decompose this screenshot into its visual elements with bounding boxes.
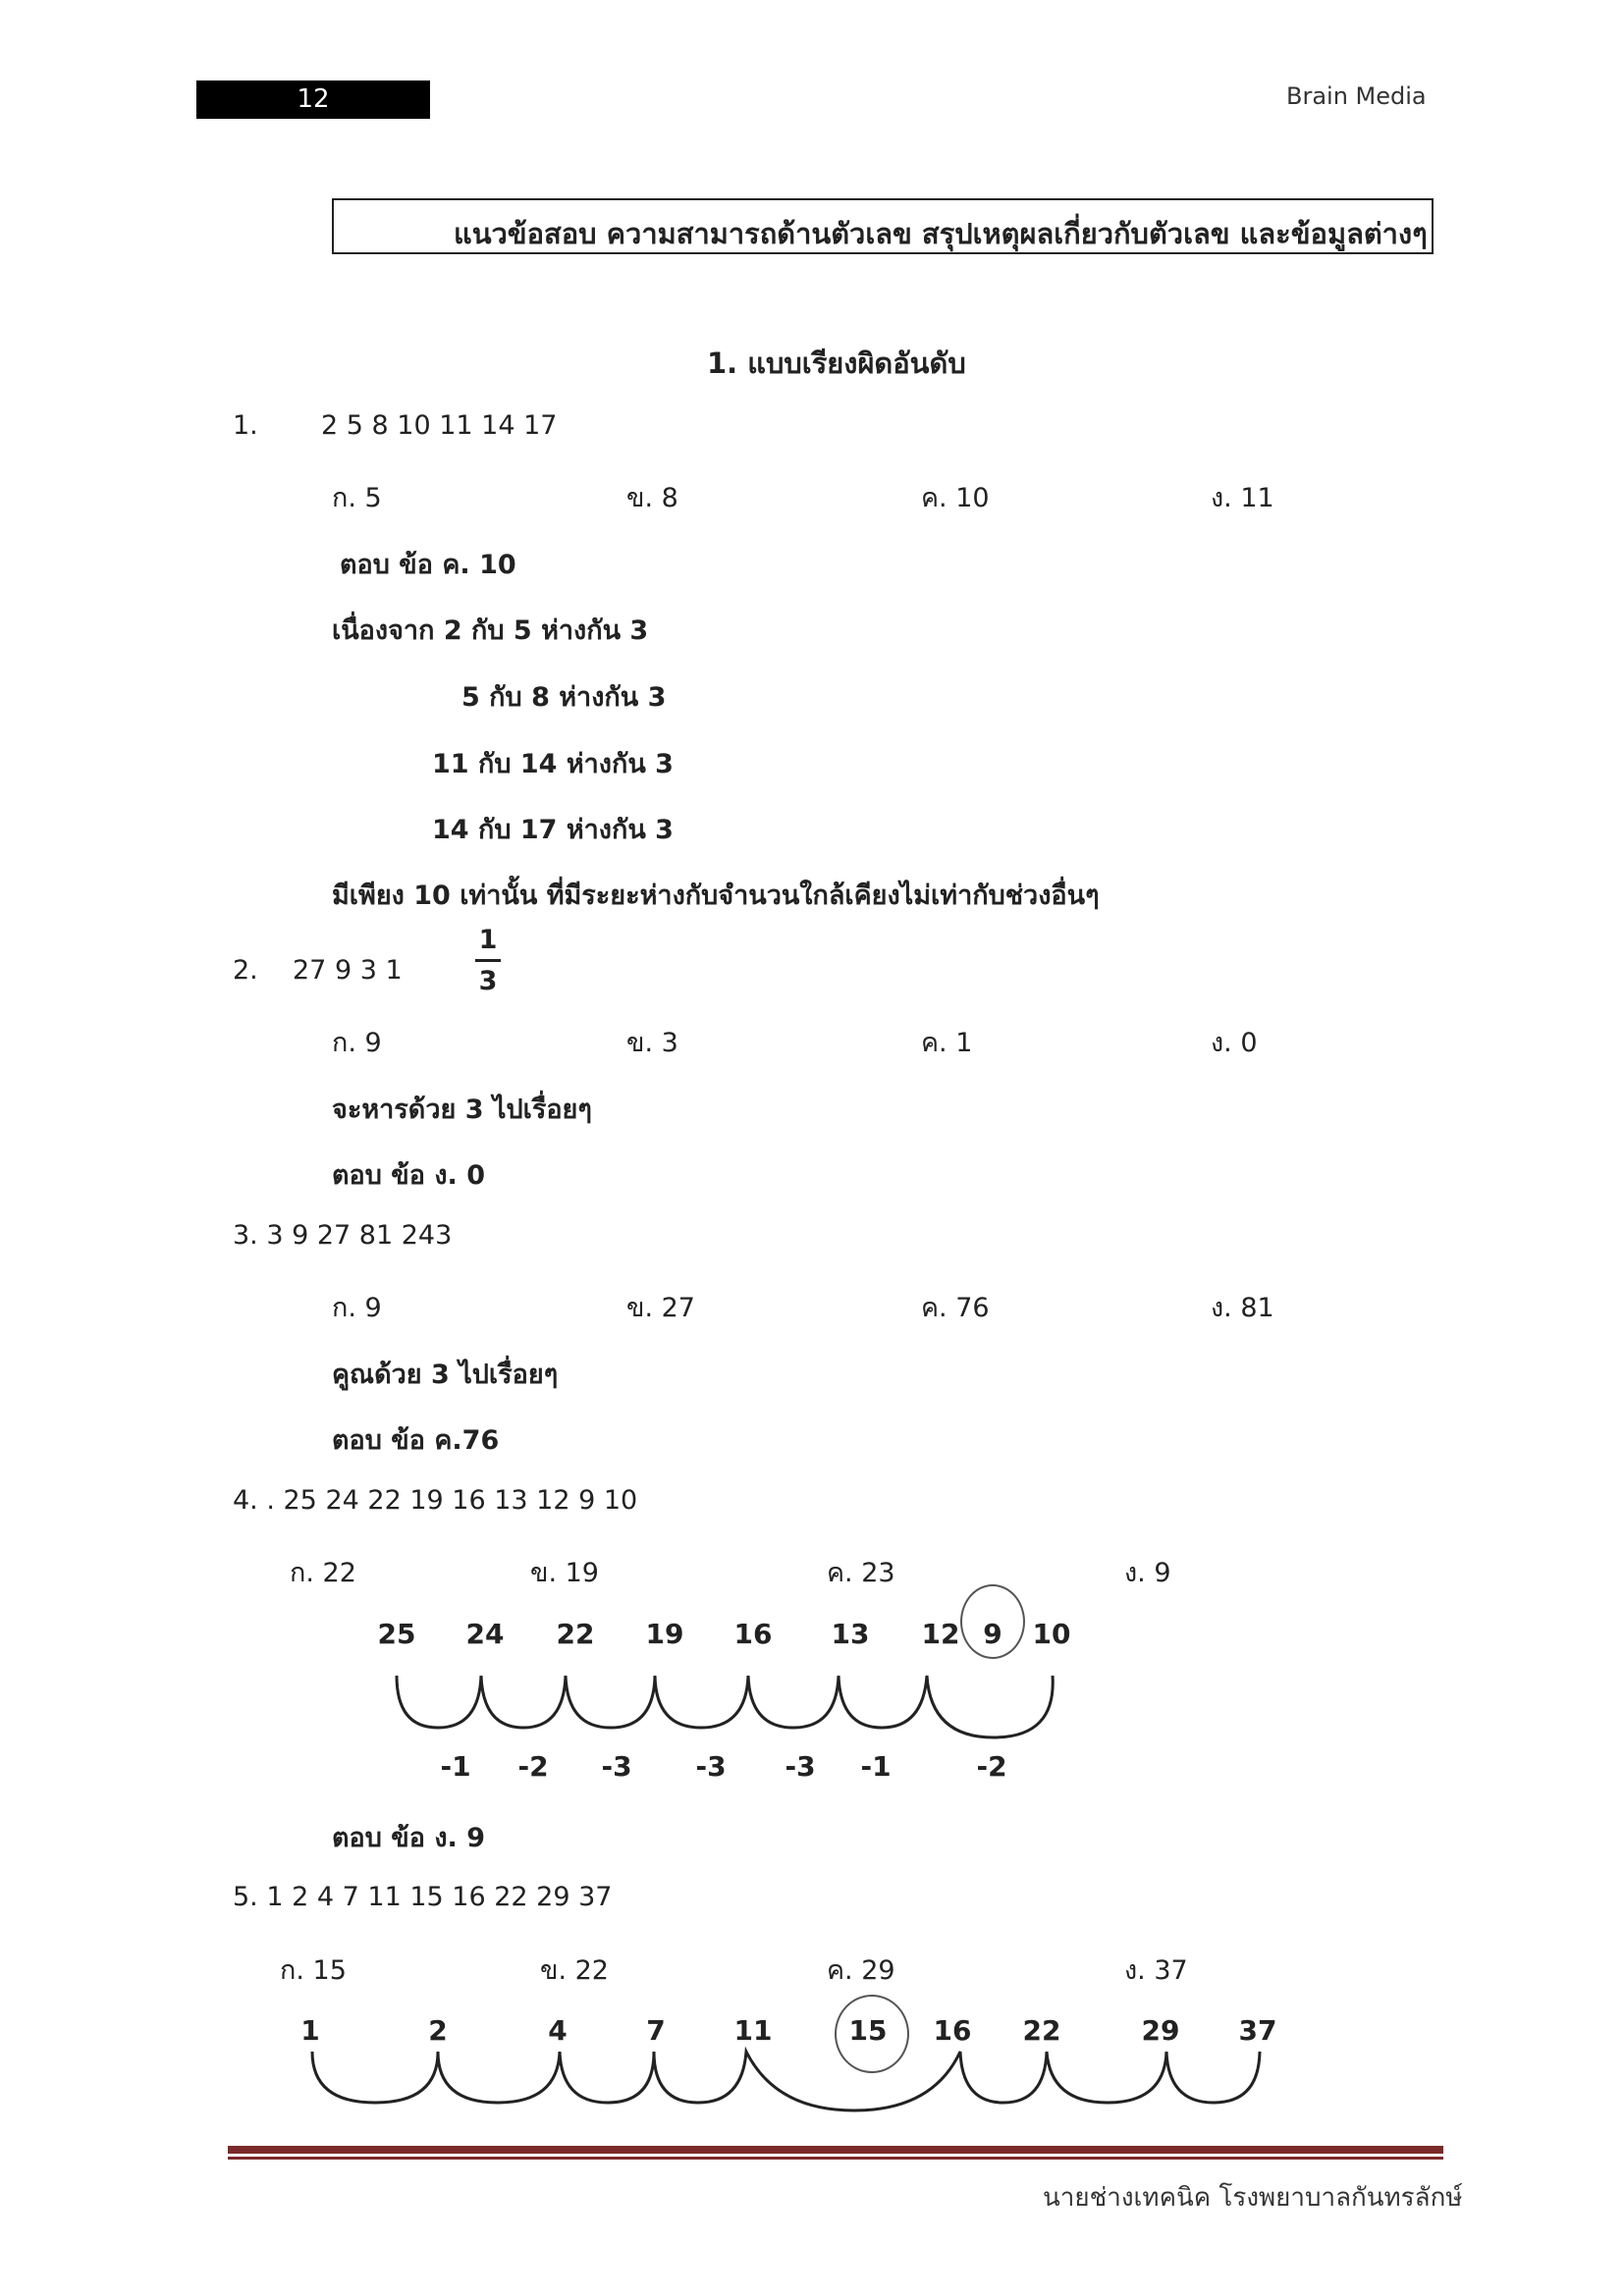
q2-choice-d: ง. 0 [1211, 1028, 1258, 1058]
q2-sequence: 27 9 3 1 [293, 955, 403, 986]
q1-answer: ตอบ ข้อ ค. 10 [340, 550, 516, 580]
q1-explanation-4: 14 กับ 17 ห่างกัน 3 [432, 815, 674, 845]
q5-diagram-number: 7 [646, 2014, 666, 2047]
q4-diagram-difference: -2 [517, 1750, 549, 1783]
fraction-numerator: 1 [478, 925, 498, 955]
q3-answer: ตอบ ข้อ ค.76 [332, 1425, 500, 1456]
q1-explanation-2: 5 กับ 8 ห่างกัน 3 [461, 682, 667, 713]
q5-diagram-number: 37 [1238, 2014, 1277, 2047]
q5-diagram-number: 16 [933, 2014, 972, 2047]
q1-number: 1. [233, 410, 258, 441]
q4-diagram-difference: -2 [976, 1750, 1007, 1783]
q3-line: 3. 3 9 27 81 243 [233, 1220, 453, 1251]
q4-diagram-number: 22 [556, 1618, 595, 1650]
q5-line: 5. 1 2 4 7 11 15 16 22 29 37 [233, 1882, 613, 1912]
q1-choice-a: ก. 5 [332, 483, 382, 513]
fraction-denominator: 3 [478, 966, 498, 996]
q4-choice-c: ค. 23 [827, 1558, 895, 1588]
q5-choice-d: ง. 37 [1124, 1955, 1188, 1986]
q1-explanation-1: เนื่องจาก 2 กับ 5 ห่างกัน 3 [332, 615, 649, 646]
q3-choice-c: ค. 76 [921, 1293, 990, 1323]
q4-diagram-number: 16 [733, 1618, 773, 1650]
q4-choice-a: ก. 22 [290, 1558, 356, 1588]
section-title: 1. แบบเรียงผิดอันดับ [707, 347, 966, 380]
q2-answer: ตอบ ข้อ ง. 0 [332, 1160, 485, 1191]
q5-choice-c: ค. 29 [827, 1955, 895, 1986]
q4-diagram-number: 24 [465, 1618, 505, 1650]
q5-diagram-number: 4 [548, 2014, 568, 2047]
q4-diagram-number: 13 [831, 1618, 870, 1650]
brand-name: Brain Media [1286, 82, 1427, 110]
q5-diagram-number: 1 [300, 2014, 320, 2047]
q4-diagram-difference: -1 [440, 1750, 471, 1783]
footer-text: นายช่างเทคนิค โรงพยาบาลกันทรลักษ์ [1043, 2183, 1463, 2213]
q4-diagram-difference: -1 [860, 1750, 892, 1783]
q1-choice-c: ค. 10 [921, 483, 990, 513]
q4-diagram-number: 10 [1032, 1618, 1071, 1650]
q1-explanation-3: 11 กับ 14 ห่างกัน 3 [432, 749, 674, 779]
q4-choice-b: ข. 19 [530, 1558, 599, 1588]
q2-choice-c: ค. 1 [921, 1028, 973, 1058]
q2-note: จะหารด้วย 3 ไปเรื่อยๆ [332, 1095, 592, 1125]
q4-diagram-difference: -3 [601, 1750, 632, 1783]
q5-choice-a: ก. 15 [280, 1955, 347, 1986]
q1-sequence: 2 5 8 10 11 14 17 [321, 410, 558, 441]
q5-diagram-number: 29 [1141, 2014, 1180, 2047]
q1-choice-b: ข. 8 [626, 483, 678, 513]
q4-diagram-number: 12 [921, 1618, 960, 1650]
q5-diagram-number: 2 [428, 2014, 448, 2047]
q4-answer: ตอบ ข้อ ง. 9 [332, 1823, 485, 1853]
q2-choice-a: ก. 9 [332, 1028, 382, 1058]
q4-diagram-number: 19 [645, 1618, 684, 1650]
q2-number: 2. [233, 955, 258, 986]
q3-choice-b: ข. 27 [626, 1293, 695, 1323]
q4-diagram-number: 25 [377, 1618, 416, 1650]
q1-explanation-5: มีเพียง 10 เท่านั้น ที่มีระยะห่างกับจำนวนใกล้เคียงไม่เท่ากับช่วงอื่นๆ [332, 881, 1100, 911]
q2-choice-b: ข. 3 [626, 1028, 678, 1058]
page-number: 12 [196, 80, 430, 119]
q3-choice-a: ก. 9 [332, 1293, 382, 1323]
page-title: แนวข้อสอบ ความสามารถด้านตัวเลข สรุปเหตุผลเกี่ยวกับตัวเลข และข้อมูลต่างๆ [454, 217, 1428, 250]
q5-arc-path [312, 2052, 1260, 2110]
q5-diagram-number: 11 [733, 2014, 773, 2047]
q1-choice-d: ง. 11 [1211, 483, 1274, 513]
q5-choice-b: ข. 22 [540, 1955, 609, 1986]
q4-diagram-number: 9 [983, 1618, 1002, 1650]
q4-line: 4. . 25 24 22 19 16 13 12 9 10 [233, 1485, 638, 1516]
q3-choice-d: ง. 81 [1211, 1293, 1274, 1323]
q4-diagram-difference: -3 [695, 1750, 727, 1783]
q3-note: คูณด้วย 3 ไปเรื่อยๆ [332, 1360, 559, 1390]
footer-rule-thick [228, 2146, 1443, 2154]
q4-diagram-difference: -3 [785, 1750, 816, 1783]
q4-choice-d: ง. 9 [1124, 1558, 1171, 1588]
q5-diagram-number: 15 [848, 2014, 888, 2047]
footer-rule-thin [228, 2157, 1443, 2160]
q5-diagram-number: 22 [1022, 2014, 1061, 2047]
